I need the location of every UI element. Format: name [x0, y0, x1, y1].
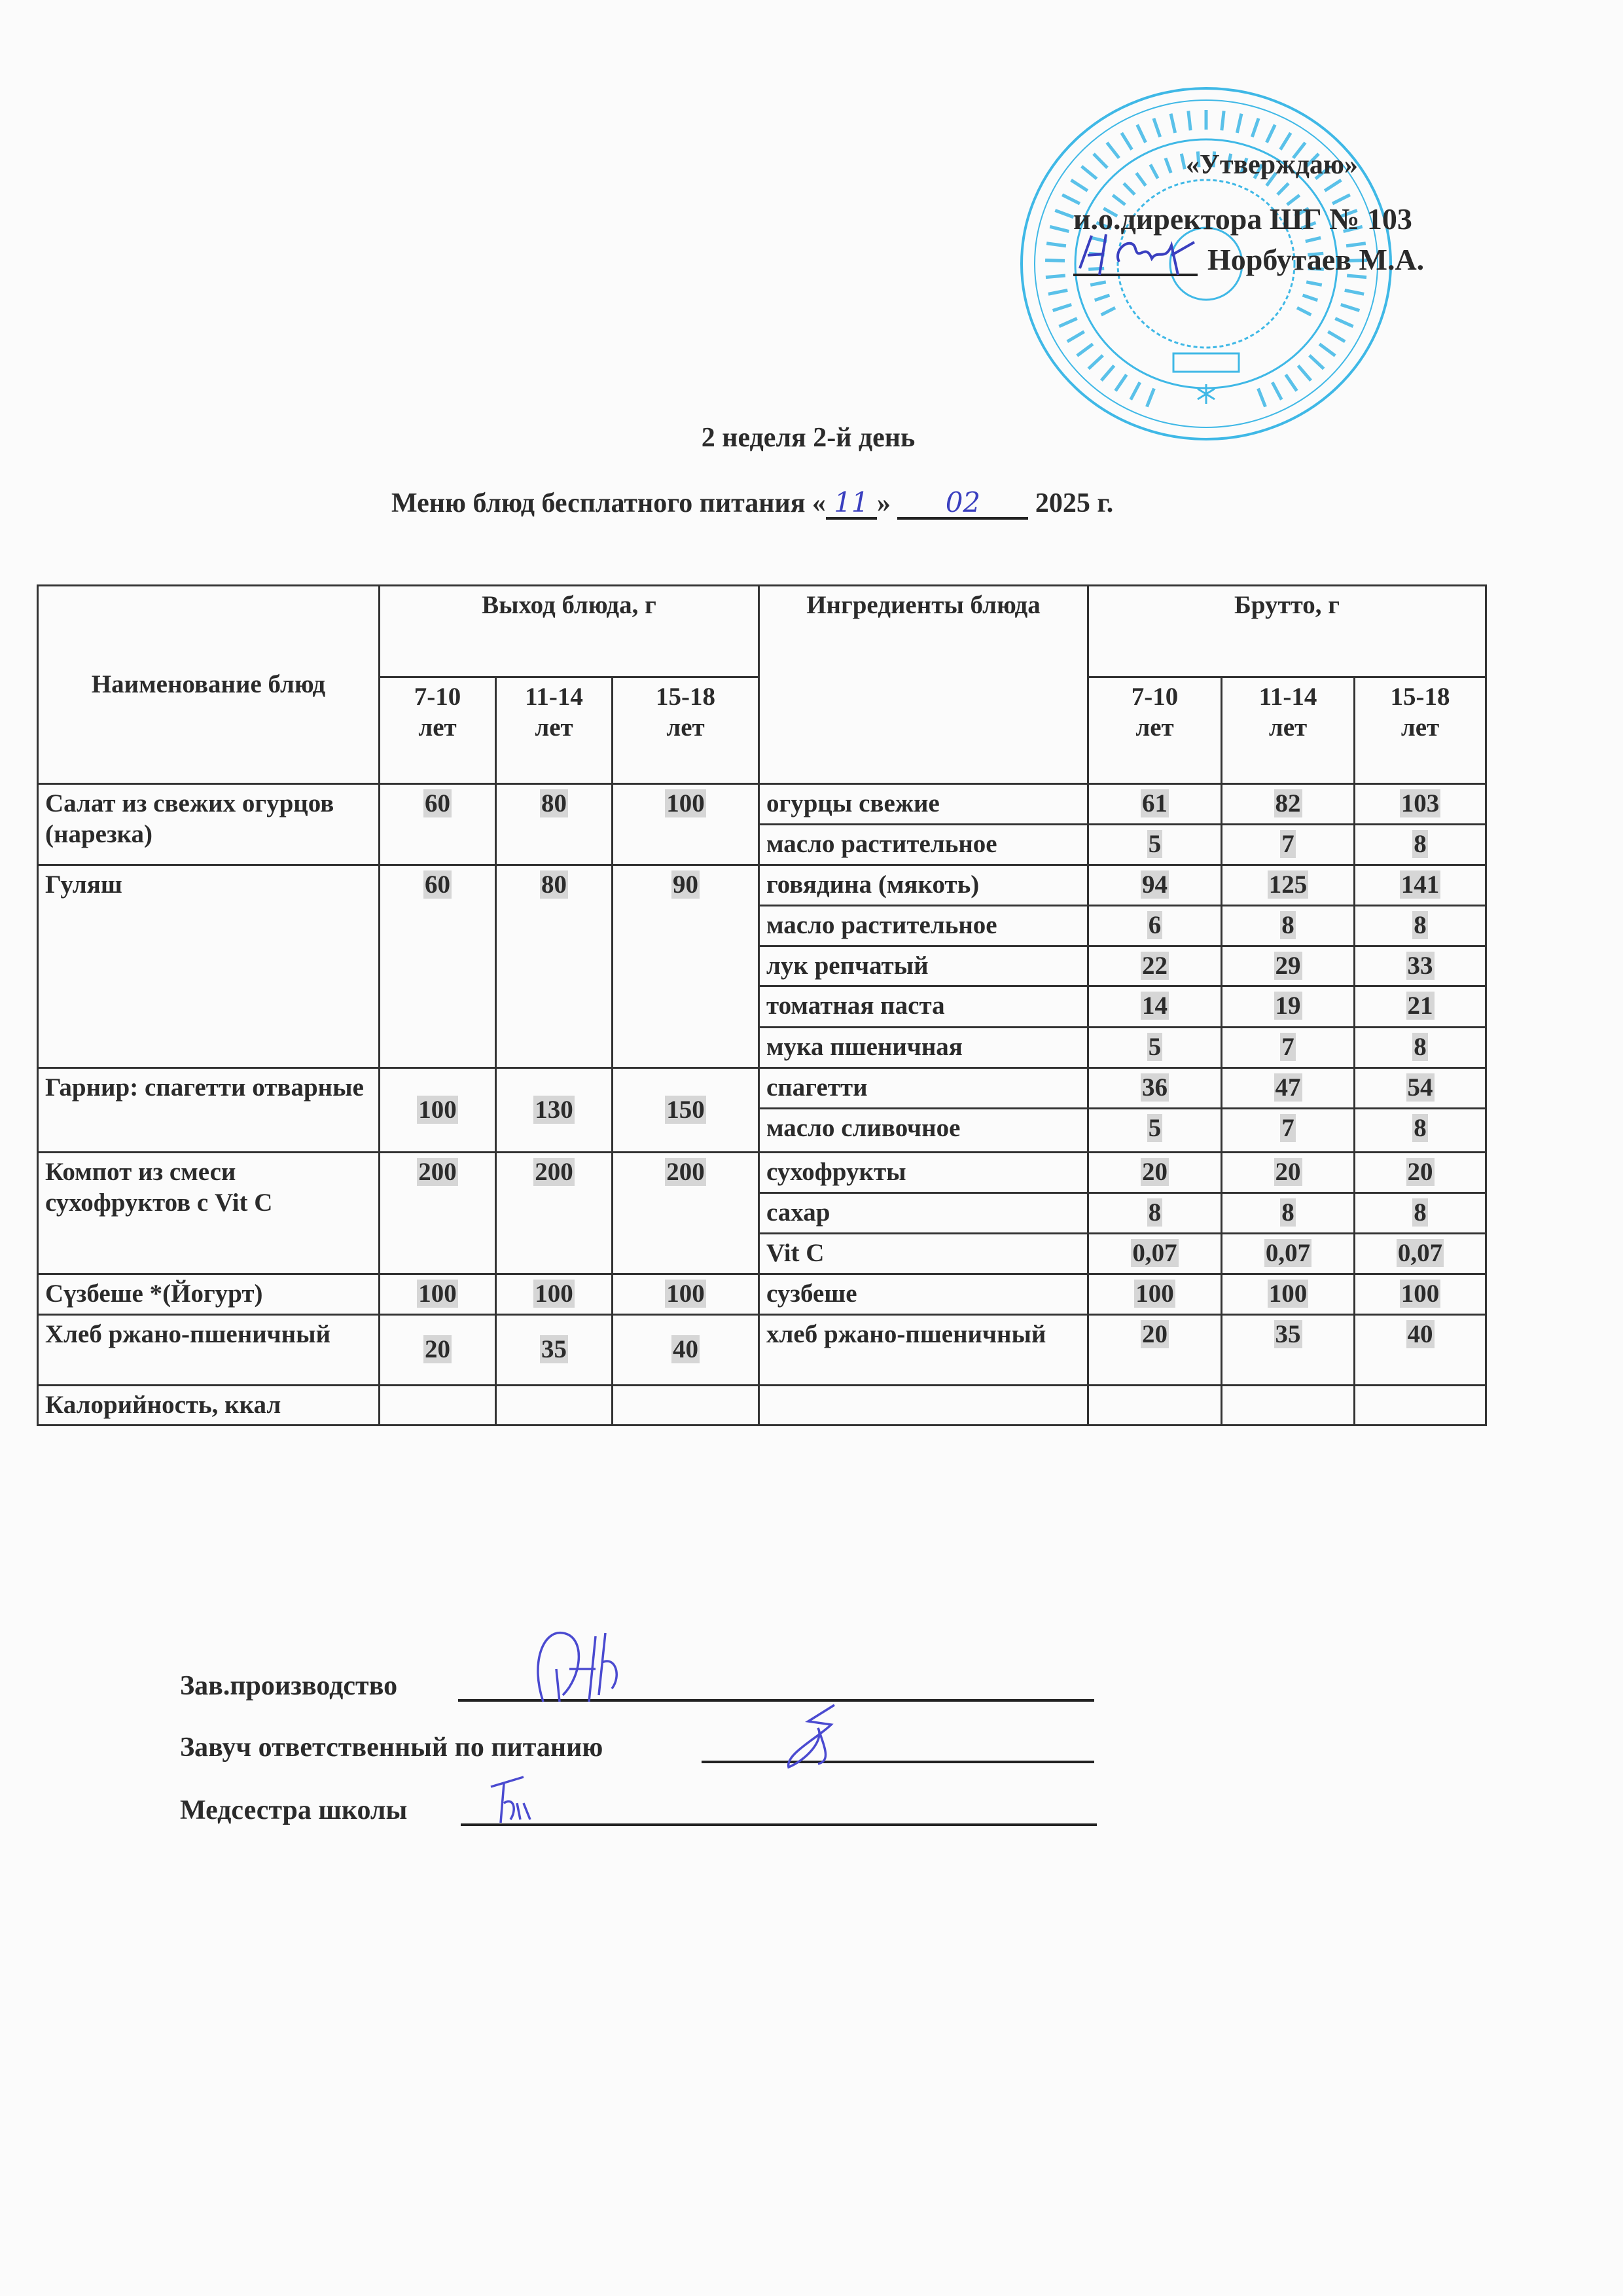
dish-yield-value: 60 [425, 870, 450, 899]
ingredient-gross-value: 19 [1275, 992, 1301, 1020]
ingredient-name: масло сливочное [759, 1108, 1088, 1152]
ingredient-gross-cell [1222, 1108, 1355, 1152]
ingredient-gross-value: 7 [1281, 830, 1294, 858]
dish-yield-value: 35 [541, 1335, 567, 1363]
stamp-letter-mark [1150, 164, 1158, 178]
ingredient-gross-value: 20 [1142, 1157, 1168, 1186]
dish-name: Компот из смеси сухофруктов с Vit C [38, 1152, 380, 1274]
ingredient-name: масло растительное [759, 905, 1088, 946]
stamp-letter-mark [1280, 133, 1291, 150]
ingredient-gross-value: 22 [1142, 951, 1168, 980]
dish-yield-value: 200 [535, 1157, 573, 1186]
stamp-letter-mark [1328, 332, 1345, 342]
header-age-yield-0: 7-10 лет [380, 677, 496, 784]
ingredient-gross-value: 6 [1148, 910, 1162, 939]
signature-line-nurse [461, 1823, 1097, 1826]
ingredient-gross-cell [1355, 1068, 1486, 1109]
ingredient-gross-cell [1222, 1068, 1355, 1109]
ingredient-gross-cell [1355, 825, 1486, 865]
ingredient-gross-cell [1088, 784, 1222, 825]
stamp-letter-mark [1094, 154, 1107, 168]
ingredient-name: хлеб ржано-пшеничный [759, 1314, 1088, 1385]
ingredient-gross-cell [1355, 1108, 1486, 1152]
week-day-title: 2 неделя 2-й день [701, 423, 916, 453]
header-dish-name: Наименование блюд [38, 586, 380, 784]
ingredient-name: спагетти [759, 1068, 1088, 1109]
director-position: и.о.директора ШГ № 103 [1073, 202, 1412, 236]
ingredient-gross-cell [1088, 1193, 1222, 1233]
ingredient-gross-cell [1355, 905, 1486, 946]
header-age-gross-0: 7-10 лет [1088, 677, 1222, 784]
stamp-letter-mark [1341, 304, 1360, 310]
ingredient-gross-value: 82 [1275, 789, 1301, 817]
header-yield: Выход блюда, г [380, 586, 759, 677]
ingredient-gross-value: 29 [1275, 951, 1301, 980]
ingredient-gross-value: 5 [1148, 830, 1162, 858]
ingredient-gross-value: 100 [1135, 1279, 1174, 1308]
dish-yield-value: 100 [418, 1279, 457, 1308]
stamp-letter-mark [1077, 344, 1093, 356]
stamp-letter-mark [1107, 143, 1118, 158]
ingredient-gross-value: 103 [1400, 789, 1440, 817]
ingredient-gross-cell [1222, 1314, 1355, 1385]
calories-cell [1088, 1385, 1222, 1426]
stamp-letter-mark [1272, 382, 1281, 400]
ingredient-gross-cell [1355, 1314, 1486, 1385]
ingredient-gross-value: 8 [1414, 830, 1427, 858]
ingredient-gross-value: 21 [1407, 992, 1433, 1020]
ingredient-gross-cell [1088, 1274, 1222, 1314]
dish-yield-cell [496, 1152, 613, 1274]
dish-yield-cell [496, 1068, 613, 1153]
calories-cell [496, 1385, 613, 1426]
stamp-letter-mark [1325, 180, 1341, 190]
dish-yield-value: 100 [666, 789, 705, 817]
calories-cell [380, 1385, 496, 1426]
ingredient-name: сузбеше [759, 1274, 1088, 1314]
dish-yield-cell [380, 784, 496, 865]
ingredient-gross-cell [1088, 986, 1222, 1028]
signature-production-head [524, 1623, 694, 1708]
table-row [38, 865, 1486, 905]
ingredient-gross-cell [1355, 865, 1486, 905]
ingredient-gross-value: 100 [1400, 1279, 1440, 1308]
stamp-letter-mark [1297, 308, 1311, 315]
dish-name: Салат из свежих огурцов (нарезка) [38, 784, 380, 865]
menu-title-prefix: Меню блюд бесплатного питания « [391, 488, 826, 518]
stamp-letter-mark [1046, 243, 1066, 246]
calories-cell [1222, 1385, 1355, 1426]
ingredient-name: сухофрукты [759, 1152, 1088, 1193]
header-gross: Брутто, г [1088, 586, 1486, 677]
ingredient-gross-cell [1088, 1152, 1222, 1193]
dish-yield-value: 40 [673, 1335, 698, 1363]
dish-yield-value: 80 [541, 870, 567, 899]
calories-cell [759, 1385, 1088, 1426]
dish-yield-value: 200 [666, 1157, 705, 1186]
dish-yield-cell [380, 1152, 496, 1274]
signature-label-nutrition-deputy: Завуч ответственный по питанию [180, 1732, 603, 1763]
ingredient-gross-cell [1355, 784, 1486, 825]
ingredient-gross-value: 8 [1414, 1033, 1427, 1062]
dish-yield-cell [496, 1314, 613, 1385]
ingredient-gross-value: 5 [1148, 1033, 1162, 1062]
dish-name: Хлеб ржано-пшеничный [38, 1314, 380, 1385]
dish-yield-cell [613, 784, 759, 865]
ingredient-gross-cell [1355, 946, 1486, 986]
ingredient-gross-cell [1222, 1233, 1355, 1274]
menu-table [37, 584, 1487, 1426]
dish-yield-value: 100 [535, 1279, 573, 1308]
dish-yield-value: 200 [418, 1157, 457, 1186]
dish-yield-cell [496, 865, 613, 1067]
dish-yield-cell [613, 1152, 759, 1274]
stamp-letter-mark [1286, 374, 1297, 391]
header-age-yield-1: 11-14 лет [496, 677, 613, 784]
stamp-letter-mark [1335, 319, 1353, 327]
stamp-letter-mark [1115, 374, 1126, 391]
director-signature-line [1073, 236, 1198, 276]
ingredient-gross-value: 8 [1148, 1198, 1162, 1227]
ingredient-name: лук репчатый [759, 946, 1088, 986]
calories-cell [613, 1385, 759, 1426]
ingredient-gross-cell [1088, 1028, 1222, 1068]
ingredient-name: масло растительное [759, 825, 1088, 865]
ingredient-gross-cell [1222, 784, 1355, 825]
dish-yield-cell [380, 865, 496, 1067]
menu-title-year: 2025 г. [1035, 488, 1114, 518]
ingredient-gross-value: 14 [1142, 992, 1168, 1020]
stamp-letter-mark [1059, 319, 1077, 327]
stamp-letter-mark [1266, 125, 1275, 143]
ingredient-gross-value: 7 [1281, 1033, 1294, 1062]
stamp-letter-mark [1101, 366, 1115, 381]
dish-yield-cell [613, 1068, 759, 1153]
ingredient-gross-value: 20 [1407, 1157, 1433, 1186]
stamp-letter-mark [1171, 114, 1175, 133]
ingredient-gross-value: 35 [1275, 1319, 1301, 1348]
ingredient-gross-value: 141 [1400, 870, 1440, 899]
stamp-letter-mark [1053, 304, 1072, 310]
stamp-letter-mark [1090, 282, 1106, 285]
ingredient-gross-cell [1222, 825, 1355, 865]
stamp-letter-mark [1277, 183, 1289, 194]
dish-name: Гуляш [38, 865, 380, 1067]
menu-title-mid: » [876, 488, 891, 518]
stamp-letter-mark [1067, 332, 1084, 342]
stamp-letter-mark [1095, 295, 1110, 300]
signature-line-nutrition-deputy [702, 1761, 1094, 1763]
stamp-letter-mark [1310, 355, 1324, 368]
ingredient-gross-cell [1222, 905, 1355, 946]
ingredient-gross-cell [1355, 1274, 1486, 1314]
table-row [38, 1068, 1486, 1109]
stamp-letter-mark [1298, 366, 1311, 381]
dish-yield-value: 20 [425, 1335, 450, 1363]
dish-yield-cell [613, 865, 759, 1067]
ingredient-name: мука пшеничная [759, 1028, 1088, 1068]
table-row [38, 1152, 1486, 1193]
stamp-letter-mark [1252, 118, 1258, 137]
dish-yield-value: 80 [541, 789, 567, 817]
header-age-gross-1: 11-14 лет [1222, 677, 1355, 784]
ingredient-name: сахар [759, 1193, 1088, 1233]
dish-yield-cell [380, 1068, 496, 1153]
dish-yield-value: 150 [666, 1095, 705, 1124]
dish-yield-value: 100 [418, 1095, 457, 1124]
dish-name: Гарнир: спагетти отварные [38, 1068, 380, 1153]
ingredient-gross-cell [1222, 946, 1355, 986]
ingredient-gross-value: 20 [1275, 1157, 1301, 1186]
stamp-letter-mark [1154, 118, 1160, 137]
stamp-letter-mark [1050, 226, 1069, 231]
header-ingredients: Ингредиенты блюда [759, 586, 1088, 784]
approve-label: «Утверждаю» [1186, 150, 1358, 180]
ingredient-gross-value: 8 [1281, 910, 1294, 939]
ingredient-gross-cell [1088, 1314, 1222, 1385]
ingredient-gross-cell [1355, 986, 1486, 1028]
ingredient-gross-value: 94 [1142, 870, 1168, 899]
stamp-letter-mark [1082, 166, 1097, 179]
stamp-letter-mark [1136, 173, 1145, 185]
ingredient-gross-cell [1222, 1028, 1355, 1068]
stamp-letter-mark [1319, 344, 1335, 356]
stamp-letter-mark [1045, 260, 1065, 261]
signature-label-nurse: Медсестра школы [180, 1795, 408, 1825]
stamp-letter-mark [1237, 114, 1241, 133]
ingredient-gross-cell [1088, 905, 1222, 946]
ingredient-gross-value: 47 [1275, 1073, 1301, 1102]
stamp-letter-mark [1048, 290, 1067, 294]
dish-yield-cell [613, 1274, 759, 1314]
ingredient-gross-cell [1355, 1193, 1486, 1233]
stamp-letter-mark [1122, 133, 1132, 150]
signature-label-production-head: Зав.производство [180, 1671, 398, 1701]
date-month-field [897, 486, 1028, 520]
stamp-letter-mark [1088, 355, 1103, 368]
table-row [38, 1314, 1486, 1385]
ingredient-name: Vit C [759, 1233, 1088, 1274]
stamp-letter-mark [1258, 389, 1266, 407]
ingredient-gross-value: 33 [1407, 951, 1433, 980]
ingredient-gross-value: 54 [1407, 1073, 1433, 1102]
ingredient-gross-cell [1088, 825, 1222, 865]
ingredient-gross-cell [1222, 1193, 1355, 1233]
header-row [38, 586, 1486, 677]
stamp-letter-mark [1137, 125, 1146, 143]
stamp-letter-mark [1306, 282, 1322, 285]
dish-yield-cell [496, 1274, 613, 1314]
table-row [38, 1274, 1486, 1314]
calories-row [38, 1385, 1486, 1426]
ingredient-gross-value: 7 [1281, 1113, 1294, 1142]
ingredient-gross-cell [1088, 865, 1222, 905]
dish-yield-cell [380, 1314, 496, 1385]
stamp-letter-mark [1131, 382, 1140, 400]
stamp-letter-mark [1306, 238, 1321, 242]
ingredient-gross-cell [1355, 1233, 1486, 1274]
dish-yield-value: 130 [535, 1095, 573, 1124]
ingredient-gross-value: 40 [1407, 1319, 1433, 1348]
stamp-emblem-plate [1173, 353, 1239, 372]
stamp-letter-mark [1046, 276, 1065, 278]
stamp-letter-mark [1124, 183, 1135, 194]
ingredient-gross-value: 0,07 [1132, 1238, 1177, 1267]
dish-yield-cell [613, 1314, 759, 1385]
ingredient-gross-value: 0,07 [1265, 1238, 1311, 1267]
ingredient-name: говядина (мякоть) [759, 865, 1088, 905]
menu-title [391, 488, 1113, 520]
ingredient-gross-value: 8 [1414, 910, 1427, 939]
ingredient-gross-cell [1088, 1068, 1222, 1109]
ingredient-name: огурцы свежие [759, 784, 1088, 825]
ingredient-gross-value: 0,07 [1397, 1238, 1443, 1267]
stamp-letter-mark [1303, 295, 1318, 300]
dish-yield-value: 60 [425, 789, 450, 817]
date-month: 02 [945, 486, 981, 518]
ingredient-gross-value: 20 [1142, 1319, 1168, 1348]
ingredient-gross-value: 125 [1268, 870, 1308, 899]
stamp-letter-mark [1055, 210, 1073, 217]
dish-yield-value: 100 [666, 1279, 705, 1308]
stamp-letter-mark [1071, 180, 1088, 190]
table-row [38, 784, 1486, 825]
stamp-letter-mark [1222, 111, 1224, 130]
stamp-letter-mark [1188, 111, 1190, 130]
dish-yield-cell [380, 1274, 496, 1314]
dish-yield-value: 90 [673, 870, 698, 899]
dish-yield-cell [496, 784, 613, 865]
ingredient-gross-cell [1088, 946, 1222, 986]
ingredient-gross-cell [1355, 1028, 1486, 1068]
ingredient-gross-cell [1355, 1152, 1486, 1193]
ingredient-gross-cell [1088, 1108, 1222, 1152]
stamp-letter-mark [1345, 290, 1364, 294]
calories-label: Калорийность, ккал [38, 1385, 380, 1426]
ingredient-gross-cell [1222, 986, 1355, 1028]
stamp-letter-mark [1181, 154, 1185, 169]
director-name: Норбутаев М.А. [1207, 243, 1425, 276]
ingredient-gross-cell [1222, 1152, 1355, 1193]
dish-name: Сүзбеше *(Йогурт) [38, 1274, 380, 1314]
ingredient-gross-value: 100 [1268, 1279, 1308, 1308]
ingredient-gross-value: 36 [1142, 1073, 1168, 1102]
director-signature [1073, 223, 1204, 281]
header-age-yield-2: 15-18 лет [613, 677, 759, 784]
ingredient-gross-value: 8 [1414, 1113, 1427, 1142]
date-day: 11 [834, 486, 869, 518]
ingredient-name: томатная паста [759, 986, 1088, 1028]
signature-nurse [484, 1774, 550, 1826]
signature-nutrition-deputy [779, 1702, 851, 1774]
date-day-field [826, 486, 877, 520]
ingredient-gross-cell [1222, 865, 1355, 905]
stamp-letter-mark [1147, 389, 1154, 407]
stamp-letter-mark [1166, 158, 1171, 173]
ingredient-gross-value: 8 [1281, 1198, 1294, 1227]
ingredient-gross-cell [1222, 1274, 1355, 1314]
header-age-gross-2: 15-18 лет [1355, 677, 1486, 784]
ingredient-gross-value: 5 [1148, 1113, 1162, 1142]
ingredient-gross-cell [1088, 1233, 1222, 1274]
ingredient-gross-value: 61 [1142, 789, 1168, 817]
stamp-letter-mark [1101, 308, 1115, 315]
ingredient-gross-value: 8 [1414, 1198, 1427, 1227]
calories-cell [1355, 1385, 1486, 1426]
